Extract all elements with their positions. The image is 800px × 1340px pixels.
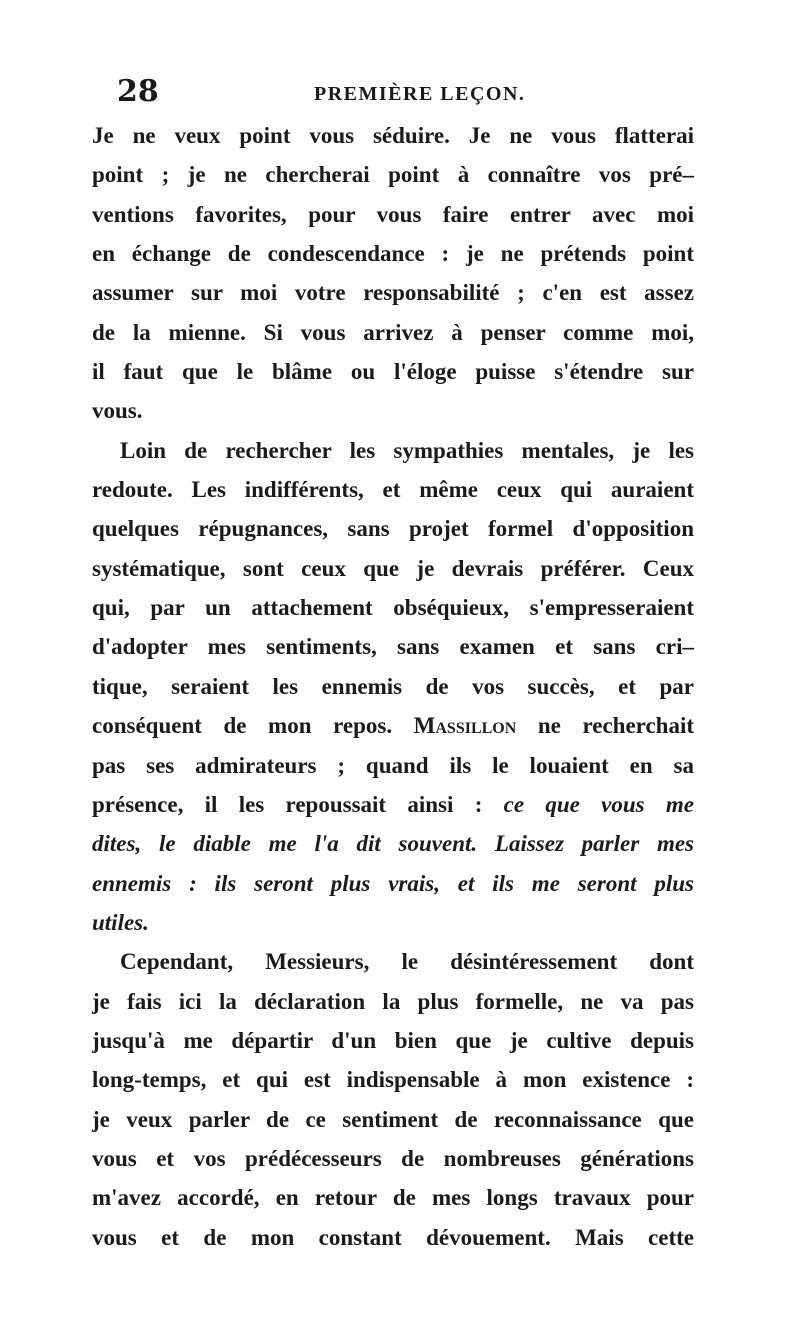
body-text bbox=[92, 116, 694, 1257]
text-line: ventions favorites, pour vous faire entrer avec moi bbox=[92, 201, 694, 227]
text-line: jusqu'à me départir d'un bien que je cultive depuis bbox=[92, 1027, 694, 1053]
text-line: d'adopter mes sentiments, sans examen et sans cri– bbox=[92, 634, 694, 660]
quote-line: dites, le diable me l'a dit souvent. Laissez parler mes bbox=[92, 831, 694, 857]
text-line: redoute. Les indifférents, et même ceux qui auraient bbox=[92, 477, 694, 503]
text-segment: conséquent de mon repos. bbox=[92, 713, 393, 739]
paragraph-end-line: vous. bbox=[92, 398, 143, 424]
text-line: Je ne veux point vous séduire. Je ne vous flatterai bbox=[92, 123, 694, 148]
text-line: vous et vos prédécesseurs de nombreuses générations bbox=[92, 1145, 694, 1171]
text-line: m'avez accordé, en retour de mes longs travaux pour bbox=[92, 1185, 694, 1211]
paragraph-start-line: Cependant, Messieurs, le désintéressement dont bbox=[120, 949, 694, 975]
text-line: qui, par un attachement obséquieux, s'empresseraient bbox=[92, 595, 694, 621]
text-line: long-temps, et qui est indispensable à mon existence : bbox=[92, 1067, 694, 1093]
text-line-with-name bbox=[92, 706, 694, 745]
text-segment: présence, il les repoussait ainsi : bbox=[92, 791, 483, 817]
text-line: tique, seraient les ennemis de vos succès, et par bbox=[92, 673, 694, 699]
page-number: 28 bbox=[117, 74, 159, 109]
quote-line: ennemis : ils seront plus vrais, et ils me seront plus bbox=[92, 870, 694, 896]
text-line: en échange de condescendance : je ne prétends point bbox=[92, 241, 694, 267]
text-line: point ; je ne chercherai point à connaître vos pré– bbox=[92, 162, 694, 188]
proper-name: Massillon bbox=[413, 713, 517, 739]
text-line: quelques répugnances, sans projet formel d'opposition bbox=[92, 516, 694, 542]
running-title: PREMIÈRE LEÇON. bbox=[314, 83, 526, 105]
text-line: je veux parler de ce sentiment de reconnaissance que bbox=[92, 1106, 694, 1132]
paragraph-start-line: Loin de rechercher les sympathies mentales, je les bbox=[120, 437, 694, 463]
text-line: vous et de mon constant dévouement. Mais cette bbox=[92, 1224, 694, 1250]
quote-segment: ce que vous me bbox=[503, 791, 695, 817]
text-line: je fais ici la déclaration la plus formelle, ne va pas bbox=[92, 988, 694, 1014]
text-segment: ne recherchait bbox=[537, 713, 695, 739]
text-line: pas ses admirateurs ; quand ils le louaient en sa bbox=[92, 752, 694, 778]
running-head bbox=[117, 74, 687, 114]
text-line: assumer sur moi votre responsabilité ; c'en est assez bbox=[92, 280, 694, 306]
text-line: il faut que le blâme ou l'éloge puisse s'étendre sur bbox=[92, 359, 694, 385]
text-line: systématique, sont ceux que je devrais préférer. Ceux bbox=[92, 555, 694, 581]
text-line-with-quote bbox=[92, 785, 694, 824]
quote-end-line: utiles. bbox=[92, 909, 149, 935]
text-line: de la mienne. Si vous arrivez à penser comme moi, bbox=[92, 319, 694, 345]
